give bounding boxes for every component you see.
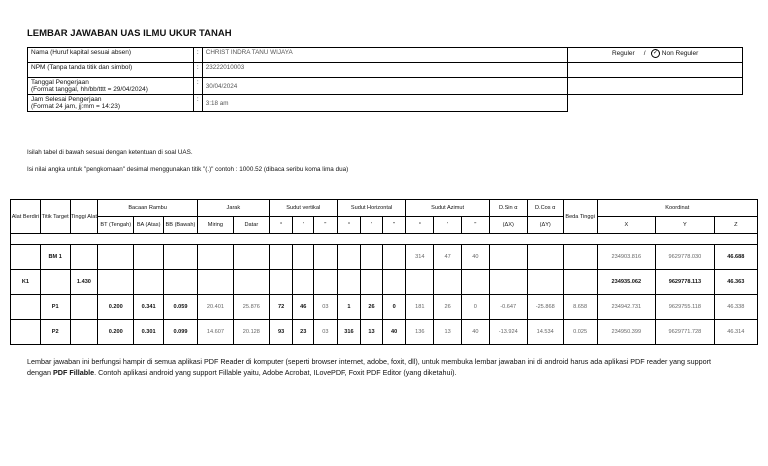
cell-miring[interactable]: 14.607	[197, 320, 233, 345]
cell-dx[interactable]	[489, 245, 527, 270]
header-dcos: D.Cos α	[527, 200, 563, 217]
cell-z[interactable]: 46.688	[714, 245, 757, 270]
cell-x[interactable]: 234903.816	[597, 245, 656, 270]
cell-vm[interactable]: 46	[293, 295, 314, 320]
cell-vs[interactable]	[314, 245, 338, 270]
header-titik-target: Titik Target	[40, 200, 70, 234]
colon: :	[193, 78, 202, 95]
cell-as[interactable]: 40	[461, 245, 489, 270]
table-row	[11, 295, 758, 320]
cell-x[interactable]: 234942.731	[597, 295, 656, 320]
empty-cell	[568, 63, 743, 78]
cell-z[interactable]: 46.363	[714, 270, 757, 295]
cell-y[interactable]: 9629755.118	[656, 295, 715, 320]
name-field[interactable]: CHRIST INDRA TANU WIJAYA	[202, 48, 567, 63]
cell-tinggi[interactable]: 1.430	[70, 270, 98, 295]
cell-dx[interactable]: -13.924	[489, 320, 527, 345]
header-bb: BB (Bawah)	[164, 217, 198, 234]
header-second: "	[314, 217, 338, 234]
cell-y[interactable]: 9629771.728	[656, 320, 715, 345]
header-beda-tinggi: Beda Tinggi	[563, 200, 597, 234]
cell-dy[interactable]: 14.534	[527, 320, 563, 345]
time-field[interactable]: 3:18 am	[202, 95, 567, 112]
cell-hs[interactable]: 0	[382, 295, 406, 320]
date-field[interactable]: 30/04/2024	[202, 78, 567, 95]
cell-hs[interactable]: 40	[382, 320, 406, 345]
cell-vm[interactable]	[293, 270, 314, 295]
cell-target[interactable]: P2	[40, 320, 70, 345]
header-tinggi-alat: Tinggi Alat	[70, 200, 98, 234]
header-y: Y	[656, 217, 715, 234]
class-type-cell	[568, 48, 743, 63]
header-second: "	[382, 217, 406, 234]
header-koordinat: Koordinat	[597, 200, 757, 217]
instruction-2: Isi nilai angka untuk "pengkomaan" desimal menggunakan titik "(.)" contoh : 1000.52 (dibaca seribu koma lima dua)	[27, 166, 349, 173]
colon: :	[193, 48, 202, 63]
cell-as[interactable]: 0	[461, 295, 489, 320]
cell-hm[interactable]: 13	[361, 320, 383, 345]
table-row	[11, 320, 758, 345]
reguler-option[interactable]: Reguler	[611, 50, 635, 58]
cell-target[interactable]	[40, 270, 70, 295]
header-bt: BT (Tengah)	[98, 217, 134, 234]
header-sudut-azimut: Sudut Azimut	[406, 200, 489, 217]
cell-target[interactable]: BM 1	[40, 245, 70, 270]
header-minute: '	[434, 217, 462, 234]
header-z: Z	[714, 217, 757, 234]
cell-datar[interactable]	[233, 245, 269, 270]
cell-dx[interactable]	[489, 270, 527, 295]
cell-ba[interactable]: 0.301	[134, 320, 164, 345]
header-spacer-row	[11, 234, 758, 245]
cell-hm[interactable]	[361, 270, 383, 295]
cell-x[interactable]: 234935.062	[597, 270, 656, 295]
cell-bt[interactable]	[98, 245, 134, 270]
cell-datar[interactable]: 20.128	[233, 320, 269, 345]
cell-alat[interactable]: K1	[11, 270, 41, 295]
header-sudut-vertikal: Sudut vertikal	[269, 200, 337, 217]
cell-as[interactable]	[461, 270, 489, 295]
cell-ad[interactable]: 181	[406, 295, 434, 320]
header-dy: (ΔY)	[527, 217, 563, 234]
header-minute: '	[293, 217, 314, 234]
cell-ba[interactable]: 0.341	[134, 295, 164, 320]
colon: :	[193, 63, 202, 78]
cell-hm[interactable]	[361, 245, 383, 270]
cell-bb[interactable]: 0.099	[164, 320, 198, 345]
cell-tinggi[interactable]	[70, 245, 98, 270]
cell-dy[interactable]	[527, 270, 563, 295]
cell-x[interactable]: 234950.399	[597, 320, 656, 345]
cell-am[interactable]: 47	[434, 245, 462, 270]
cell-as[interactable]: 40	[461, 320, 489, 345]
cell-beda[interactable]: 8.658	[563, 295, 597, 320]
cell-bb[interactable]	[164, 270, 198, 295]
cell-hd[interactable]: 1	[337, 295, 361, 320]
npm-label: NPM (Tanpa tanda titik dan simbol)	[28, 63, 194, 78]
cell-bt[interactable]: 0.200	[98, 295, 134, 320]
cell-ad[interactable]	[406, 270, 434, 295]
cell-target[interactable]: P1	[40, 295, 70, 320]
cell-ad[interactable]: 314	[406, 245, 434, 270]
cell-vd[interactable]	[269, 245, 293, 270]
name-label: Nama (Huruf kapital sesuai absen)	[28, 48, 194, 63]
cell-dy[interactable]: -25.868	[527, 295, 563, 320]
cell-ba[interactable]	[134, 245, 164, 270]
cell-alat[interactable]	[11, 245, 41, 270]
cell-vm[interactable]	[293, 245, 314, 270]
cell-dy[interactable]	[527, 245, 563, 270]
cell-miring[interactable]	[197, 270, 233, 295]
header-degree: °	[406, 217, 434, 234]
answer-table	[10, 199, 758, 345]
cell-datar[interactable]	[233, 270, 269, 295]
header-datar: Datar	[233, 217, 269, 234]
cell-bb[interactable]: 0.059	[164, 295, 198, 320]
header-dsin: D.Sin α	[489, 200, 527, 217]
empty-cell	[568, 78, 743, 95]
empty-cell	[568, 95, 743, 112]
cell-y[interactable]: 9629778.113	[656, 270, 715, 295]
header-ba: BA (Atas)	[134, 217, 164, 234]
cell-dx[interactable]: -0.647	[489, 295, 527, 320]
header-minute: '	[361, 217, 383, 234]
non-reguler-option[interactable]: Non Reguler	[661, 50, 699, 58]
cell-hd[interactable]	[337, 245, 361, 270]
header-degree: °	[269, 217, 293, 234]
date-label: Tanggal Pengerjaan (Format tanggal, hh/bb/tttt = 29/04/2024)	[28, 78, 194, 95]
header-sudut-horizontal: Sudut Horizontal	[337, 200, 406, 217]
cell-hs[interactable]	[382, 245, 406, 270]
cell-vd[interactable]: 72	[269, 295, 293, 320]
cell-vs[interactable]: 03	[314, 320, 338, 345]
header-bacaan-rambu: Bacaan Rambu	[98, 200, 198, 217]
cell-hs[interactable]	[382, 270, 406, 295]
cell-ba[interactable]	[134, 270, 164, 295]
cell-y[interactable]: 9629778.030	[656, 245, 715, 270]
header-degree: °	[337, 217, 361, 234]
identity-form	[27, 47, 743, 112]
header-dx: (ΔX)	[489, 217, 527, 234]
cell-vs[interactable]: 03	[314, 295, 338, 320]
cell-beda[interactable]	[563, 270, 597, 295]
table-row	[11, 270, 758, 295]
cell-z[interactable]: 46.314	[714, 320, 757, 345]
cell-bb[interactable]	[164, 245, 198, 270]
cell-bt[interactable]	[98, 270, 134, 295]
header-second: "	[461, 217, 489, 234]
cell-ad[interactable]: 136	[406, 320, 434, 345]
npm-field[interactable]: 23222010003	[202, 63, 567, 78]
cell-vd[interactable]	[269, 270, 293, 295]
cell-hm[interactable]: 26	[361, 295, 383, 320]
colon: :	[193, 95, 202, 112]
cell-z[interactable]: 46.338	[714, 295, 757, 320]
header-alat-berdiri: Alat Berdiri	[11, 200, 41, 234]
cell-am[interactable]	[434, 270, 462, 295]
cell-tinggi[interactable]	[70, 295, 98, 320]
instruction-1: Isilah tabel di bawah sesuai dengan ketentuan di soal UAS.	[27, 149, 193, 156]
separator: /	[643, 50, 646, 58]
cell-miring[interactable]	[197, 245, 233, 270]
header-jarak: Jarak	[197, 200, 269, 217]
cell-vd[interactable]: 93	[269, 320, 293, 345]
cell-am[interactable]: 26	[434, 295, 462, 320]
cell-alat[interactable]	[11, 295, 41, 320]
check-icon[interactable]: ✓	[652, 50, 658, 56]
cell-tinggi[interactable]	[70, 320, 98, 345]
cell-datar[interactable]: 25.876	[233, 295, 269, 320]
page-title: LEMBAR JAWABAN UAS ILMU UKUR TANAH	[27, 28, 232, 39]
cell-beda[interactable]	[563, 245, 597, 270]
table-row	[11, 245, 758, 270]
cell-vs[interactable]	[314, 270, 338, 295]
time-label: Jam Selesai Pengerjaan (Format 24 jam, jj:mm = 14:23)	[28, 95, 194, 112]
footer-note: Lembar jawaban ini berfungsi hampir di semua aplikasi PDF Reader di komputer (seperti browser internet, adobe, foxit, dll), untuk membuka lembar jawaban ini di android harus ada aplikasi PDF reader yang support dengan PDF Fillable. Contoh aplikasi android yang support Fillable yaitu, Adobe Acrobat, ILovePDF, Foxit PDF Editor (yang diketahui).	[27, 357, 711, 377]
cell-am[interactable]: 13	[434, 320, 462, 345]
header-x: X	[597, 217, 656, 234]
cell-hd[interactable]	[337, 270, 361, 295]
cell-miring[interactable]: 20.401	[197, 295, 233, 320]
cell-hd[interactable]: 316	[337, 320, 361, 345]
cell-vm[interactable]: 23	[293, 320, 314, 345]
cell-alat[interactable]	[11, 320, 41, 345]
header-miring: Miring	[197, 217, 233, 234]
cell-bt[interactable]: 0.200	[98, 320, 134, 345]
cell-beda[interactable]: 0.025	[563, 320, 597, 345]
